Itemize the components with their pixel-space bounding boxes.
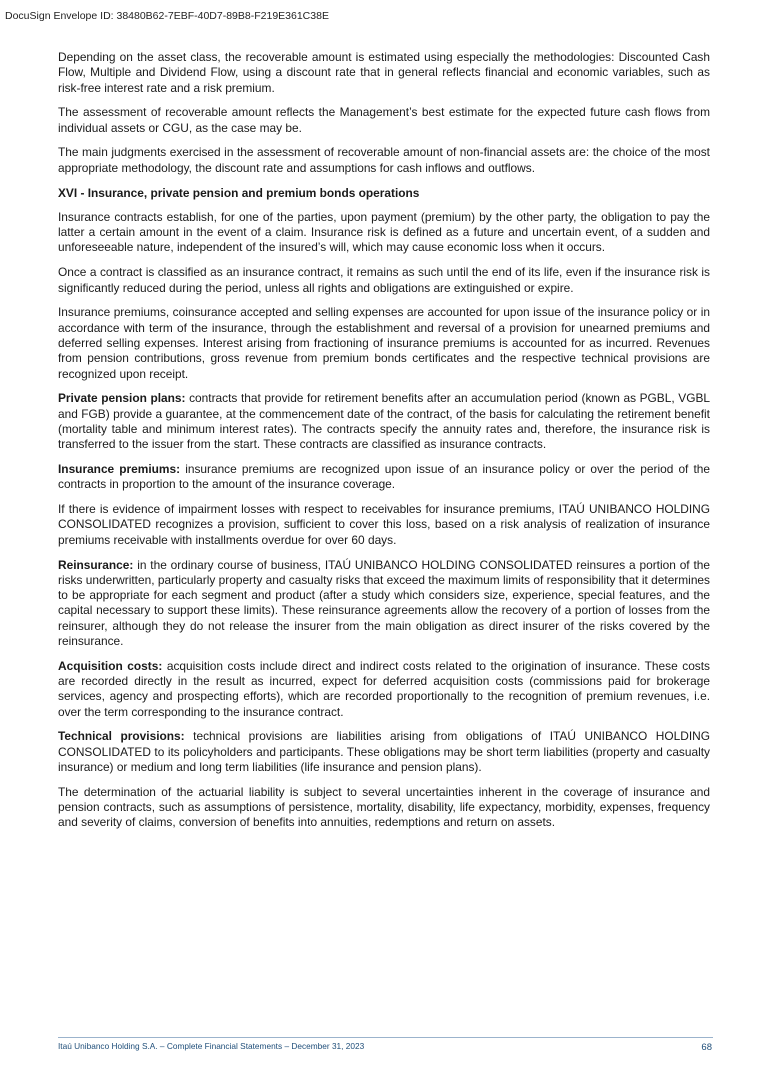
footer-title: Itaú Unibanco Holding S.A. – Complete Financial Statements – December 31, 2023 — [58, 1041, 365, 1051]
definition-private-pension-plans: contracts that provide for retirement benefits after an accumulation period (known as PGBL, VGBL and FGB) provide a guarantee, at the commencement date of the contract, of the basis for calculating the retirement benefit (mortality table and minimum interest rates). The contracts specify the annuity rates and, therefore, the insurance risk is transferred to the issuer from the start. These contracts are classified as insurance contracts. — [58, 391, 710, 452]
definition-reinsurance: in the ordinary course of business, ITAÚ UNIBANCO HOLDING CONSOLIDATED reinsures a portion of the risks underwritten, particularly property and casualty risks that exceed the maximum limits of responsibility that it determines to be appropriate for each segment and product (after a study which considers size, experience, special features, and the capital necessary to support these limits). These reinsurance agreements allow the recovery of a portion of losses from the reinsurer, although they do not release the insurer from the main obligation as direct insurer of the risks covered by the reinsurance. — [58, 557, 710, 648]
paragraph-premiums-accounting: Insurance premiums, coinsurance accepted and selling expenses are accounted for upon issue of the insurance policy or in accordance with term of the insurance, through the establishment and reversal of a provision for unearned premiums and deferred selling expenses. Interest arising from fractioning of insurance premiums is accounted for as incurred. Revenues from pension contributions, gross revenue from premium bonds certificates and the respective technical provisions are recognized upon receipt. — [58, 305, 710, 381]
paragraph-private-pension-plans — [58, 391, 710, 452]
definition-acquisition-costs: acquisition costs include direct and indirect costs related to the origination of insurance. These costs are recorded directly in the result as incurred, expect for deferred acquisition costs (commissions paid for brokerage services, agency and prospecting efforts), which are recorded proportionally to the recognition of premium revenues, i.e. over the term corresponding to the insurance contract. — [58, 658, 711, 719]
paragraph-contract-classification: Once a contract is classified as an insurance contract, it remains as such until the end of its life, even if the insurance risk is significantly reduced during the period, unless all rights and obligations are extinguished or expire. — [58, 265, 710, 295]
paragraph-main-judgments: The main judgments exercised in the assessment of recoverable amount of non-financial assets are: the choice of the most appropriate methodology, the discount rate and assumptions for cash inflows and outflows. — [58, 145, 710, 175]
paragraph-recoverable-assessment: The assessment of recoverable amount reflects the Management’s best estimate for the expected future cash flows from individual assets or CGU, as the case may be. — [58, 105, 710, 135]
footer-divider — [58, 1037, 713, 1038]
section-heading: XVI - Insurance, private pension and premium bonds operations — [58, 185, 420, 200]
definition-technical-provisions: technical provisions are liabilities arising from obligations of ITAÚ UNIBANCO HOLDING CONSOLIDATED to its policyholders and participants. These obligations may be short term liabilities (property and casualty insurance) or medium and long term liabilities (life insurance and pension plans). — [58, 729, 710, 775]
paragraph-insurance-contracts: Insurance contracts establish, for one of the parties, upon payment (premium) by the other party, the obligation to pay the latter a certain amount in the event of a claim. Insurance risk is defined as a future and uncertain event, of a sudden and unforeseeable nature, independent of the insured’s will, which may cause economic loss when it occurs. — [58, 209, 710, 255]
term-acquisition-costs: Acquisition costs: — [58, 658, 163, 673]
paragraph-insurance-premiums — [58, 462, 710, 493]
docusign-envelope-id: DocuSign Envelope ID: 38480B62-7EBF-40D7-89B8-F219E361C38E — [5, 10, 329, 22]
term-reinsurance: Reinsurance: — [58, 557, 134, 572]
paragraph-actuarial-liability: The determination of the actuarial liability is subject to several uncertainties inherent in the coverage of insurance and pension contracts, such as assumptions of persistence, mortality, disability, life expectancy, morbidity, expenses, frequency and severity of claims, conversion of benefits into annuities, redemptions and return on assets. — [58, 784, 710, 830]
paragraph-recoverable-methodologies: Depending on the asset class, the recoverable amount is estimated using especially the methodologies: Discounted Cash Flow, Multiple and Dividend Flow, using a discount rate that in general reflects financial and economic variables, such as risk-free interest rate and a risk premium. — [58, 50, 710, 95]
term-insurance-premiums: Insurance premiums: — [58, 462, 181, 477]
term-private-pension-plans: Private pension plans: — [58, 391, 186, 406]
term-technical-provisions: Technical provisions: — [58, 729, 185, 744]
paragraph-acquisition-costs — [58, 659, 710, 720]
paragraph-technical-provisions — [58, 729, 710, 775]
document-body — [58, 50, 710, 840]
paragraph-reinsurance — [58, 558, 710, 650]
definition-insurance-premiums: insurance premiums are recognized upon issue of an insurance policy or over the period of the contracts in proportion to the amount of the insurance coverage. — [58, 462, 710, 492]
paragraph-impairment-losses: If there is evidence of impairment losses with respect to receivables for insurance premiums, ITAÚ UNIBANCO HOLDING CONSOLIDATED recognizes a provision, sufficient to cover this loss, based on a risk analysis of realization of insurance premiums receivable with installments overdue for over 60 days. — [58, 502, 710, 547]
page-number: 68 — [701, 1042, 712, 1053]
